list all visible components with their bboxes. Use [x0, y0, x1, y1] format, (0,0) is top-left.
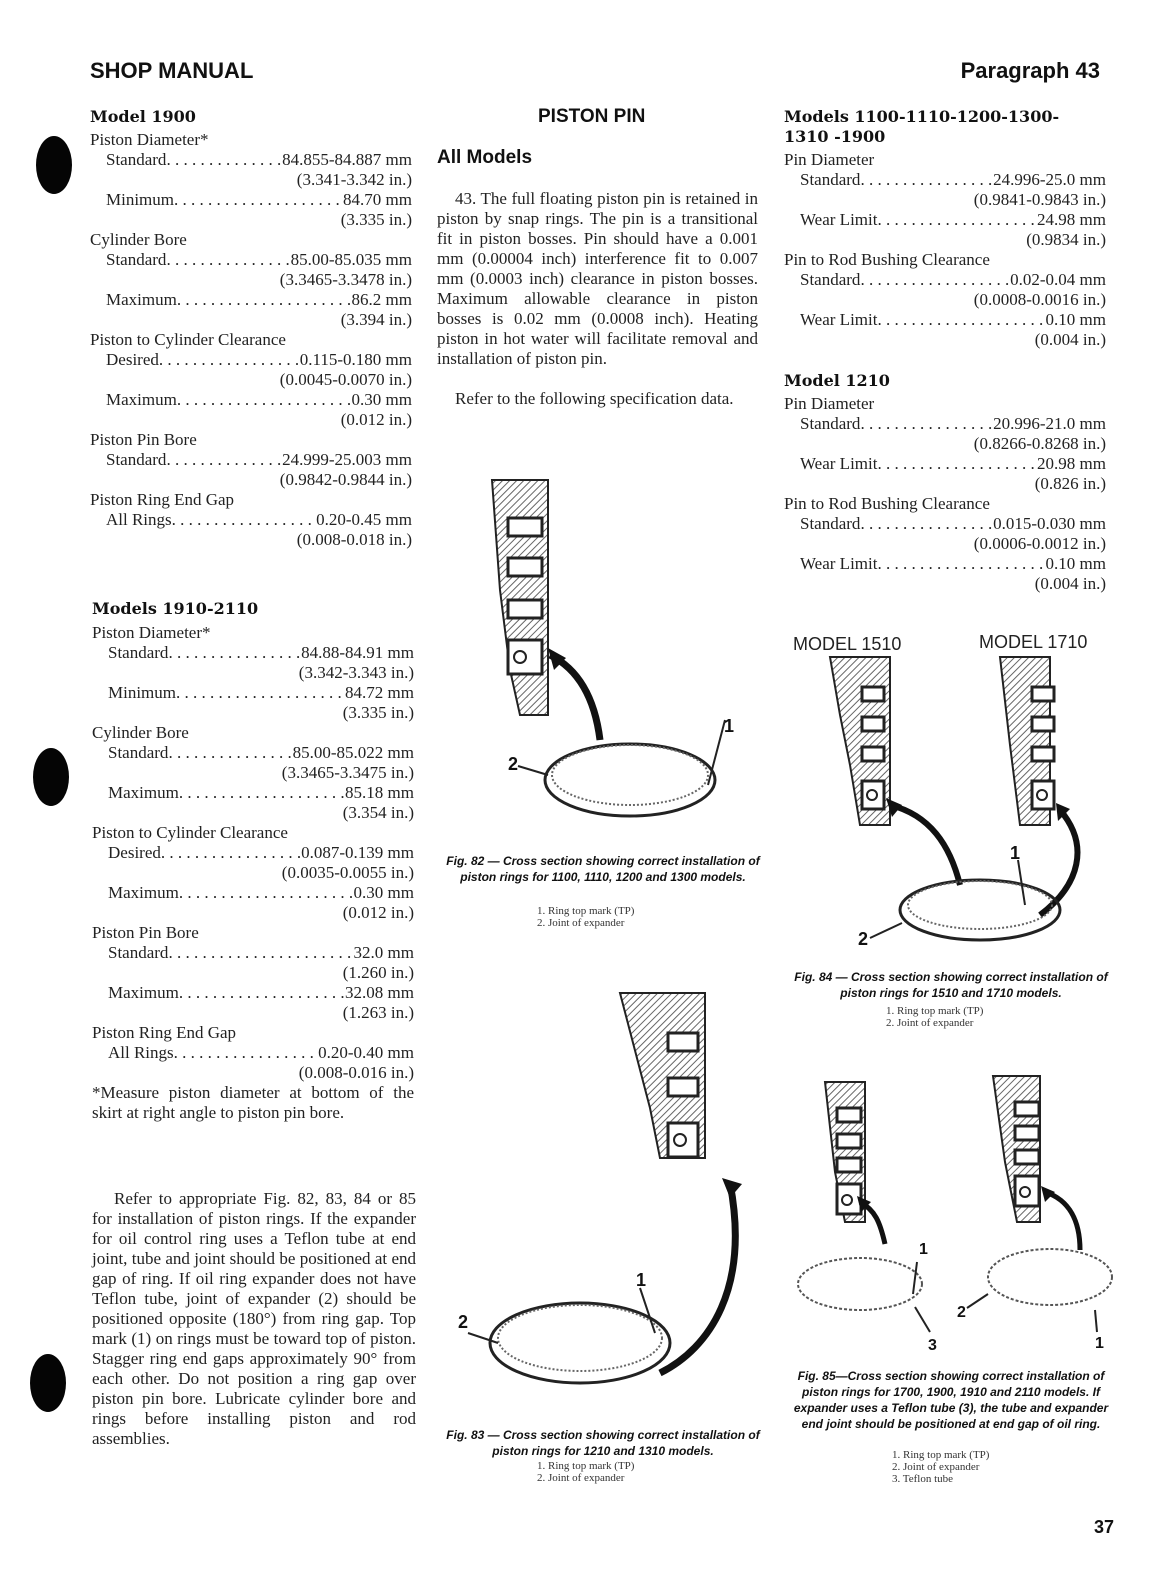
spec-name: Desired	[106, 350, 159, 369]
fig85-illustration	[795, 1072, 1115, 1362]
spec-value-in: (0.9834 in.)	[1026, 230, 1106, 249]
spec-value-in: (0.008-0.016 in.)	[298, 1063, 414, 1082]
paragraph-43: 43. The full floating piston pin is retained in piston by snap rings. The pin is a transitional fit in piston bosses. Pin should have a 0.001 mm (0.00004 inch) interference fit to 0.007 mm (0.0003 inch) clearance in piston bosses. Maximum allowable clearance in piston bosses is 0.02 mm (0.0008 inch). Heating piston in hot water will facilitate removal and installation of piston pin.	[437, 189, 758, 368]
fig83-illustration	[450, 988, 750, 1418]
spec-value: 84.70 mm	[343, 190, 412, 209]
spec-value-in: (0.008-0.018 in.)	[296, 530, 412, 549]
spec-value: 0.20-0.40 mm	[318, 1043, 414, 1062]
fig84-illustration	[790, 655, 1110, 955]
spec-value-in: (3.3465-3.3475 in.)	[281, 763, 414, 782]
callout-1: 1	[919, 1241, 928, 1258]
fig84-legend-2: 2. Joint of expander	[886, 1017, 974, 1029]
spec-name: Standard	[800, 270, 861, 289]
spec-label: Piston Ring End Gap	[90, 490, 235, 509]
spec-value-in: (0.0035-0.0055 in.)	[281, 863, 414, 882]
section-title: Model 1900	[90, 107, 196, 126]
refer-paragraph: Refer to appropriate Fig. 82, 83, 84 or 85 for installation of piston rings. If the expander for oil control ring uses a Teflon tube at end joint, tube and joint should be positioned at end gap of ring. If oil ring expander does not have Teflon tube, joint of expander (2) should be positioned opposite (180°) from ring gap. Top mark (1) on rings must be toward top of piston. Stagger ring end gaps approximately 90° from each other. Do not position a ring gap over piston pin bore. Lubricate cylinder bore and rings before installing piston and rod assemblies.	[92, 1189, 416, 1448]
spec-value-in: (0.9841-0.9843 in.)	[973, 190, 1106, 209]
spec-value: 0.02-0.04 mm	[1010, 270, 1106, 289]
paragraph-refer: Refer to the following specification data.	[455, 389, 734, 408]
spec-label: Pin Diameter	[784, 150, 875, 169]
spec-label: Pin Diameter	[784, 394, 875, 413]
spec-name: Standard	[106, 150, 167, 169]
binder-hole	[33, 748, 69, 806]
callout-2: 2	[508, 754, 519, 774]
fig82-legend-2: 2. Joint of expander	[537, 917, 625, 929]
fig82-illustration	[470, 470, 760, 850]
callout-2: 2	[957, 1304, 966, 1321]
fig84-caption: Fig. 84 — Cross section showing correct installation of piston rings for 1510 and 1710 models.	[794, 970, 1108, 1000]
callout-1: 1	[1095, 1335, 1104, 1352]
spec-block	[90, 130, 412, 550]
spec-label: Piston Diameter*	[92, 623, 211, 642]
spec-value: 84.88-84.91 mm	[301, 643, 414, 662]
spec-name: Maximum	[108, 783, 179, 802]
spec-value: 86.2 mm	[351, 290, 412, 309]
spec-name: Maximum	[108, 883, 179, 902]
spec-block	[92, 623, 414, 1123]
fig85-legend-2: 2. Joint of expander	[892, 1461, 980, 1473]
spec-name: Standard	[108, 943, 169, 962]
spec-value-in: (0.8266-0.8268 in.)	[973, 434, 1106, 453]
spec-value-in: (0.826 in.)	[1034, 474, 1106, 493]
spec-value: 24.999-25.003 mm	[282, 450, 412, 469]
spec-name: Minimum	[106, 190, 175, 209]
spec-label: Piston to Cylinder Clearance	[90, 330, 286, 349]
spec-value-in: (0.012 in.)	[342, 903, 414, 922]
model-1710-label: MODEL 1710	[979, 632, 1088, 652]
spec-label: Piston Ring End Gap	[92, 1023, 237, 1042]
spec-value: 85.18 mm	[345, 783, 414, 802]
spec-name: Wear Limit	[800, 210, 878, 229]
spec-value: 84.855-84.887 mm	[282, 150, 412, 169]
fig83-legend-1: 1. Ring top mark (TP)	[537, 1460, 635, 1472]
spec-value-in: (3.354 in.)	[342, 803, 414, 822]
fig85-legend-1: 1. Ring top mark (TP)	[892, 1449, 990, 1461]
spec-value-in: (3.341-3.342 in.)	[296, 170, 412, 189]
spec-label: Piston Pin Bore	[90, 430, 197, 449]
fig85-legend-3: 3. Teflon tube	[892, 1473, 954, 1485]
spec-name: Standard	[108, 743, 169, 762]
spec-value-in: (0.0045-0.0070 in.)	[279, 370, 412, 389]
spec-value: 24.98 mm	[1037, 210, 1106, 229]
model-1510-label: MODEL 1510	[793, 634, 902, 654]
section-title: Models 1910-2110	[92, 599, 259, 618]
spec-name: Minimum	[108, 683, 177, 702]
spec-name: Wear Limit	[800, 554, 878, 573]
fig83-caption: Fig. 83 — Cross section showing correct installation of piston rings for 1210 and 1310 models.	[446, 1428, 760, 1458]
spec-label: Piston Pin Bore	[92, 923, 199, 942]
spec-value: 84.72 mm	[345, 683, 414, 702]
callout-2: 2	[458, 1312, 469, 1332]
callout-1: 1	[724, 716, 735, 736]
fig84-legend-1: 1. Ring top mark (TP)	[886, 1005, 984, 1017]
spec-name: Maximum	[108, 983, 179, 1002]
subsection-title: All Models	[437, 147, 533, 168]
spec-value-in: (0.004 in.)	[1034, 330, 1106, 349]
header-paragraph: Paragraph 43	[960, 58, 1100, 83]
spec-name: Standard	[800, 170, 861, 189]
callout-1: 1	[1010, 843, 1021, 863]
spec-value: 32.0 mm	[353, 943, 414, 962]
spec-value-in: (1.260 in.)	[342, 963, 414, 982]
spec-name: Standard	[800, 514, 861, 533]
spec-value: 20.98 mm	[1037, 454, 1106, 473]
spec-value: 0.015-0.030 mm	[993, 514, 1106, 533]
spec-value: 0.20-0.45 mm	[316, 510, 412, 529]
spec-name: Standard	[108, 643, 169, 662]
spec-name: Maximum	[106, 390, 177, 409]
spec-value-in: (0.004 in.)	[1034, 574, 1106, 593]
callout-2: 2	[858, 929, 869, 949]
spec-name: Standard	[106, 450, 167, 469]
page-number: 37	[1093, 1517, 1114, 1537]
spec-value: 0.10 mm	[1045, 554, 1106, 573]
spec-value: 85.00-85.035 mm	[290, 250, 412, 269]
fig82-caption: Fig. 82 — Cross section showing correct installation of piston rings for 1100, 1110, 1200 and 1300 models.	[446, 854, 760, 884]
spec-name: All Rings	[106, 510, 172, 529]
spec-label: Cylinder Bore	[90, 230, 187, 249]
spec-value: 32.08 mm	[345, 983, 414, 1002]
fig83-legend-2: 2. Joint of expander	[537, 1472, 625, 1484]
spec-value: 0.30 mm	[351, 390, 412, 409]
spec-name: Standard	[800, 414, 861, 433]
spec-name: Standard	[106, 250, 167, 269]
section-title: Models 1100-1110-1200-1300-1310 -1900	[784, 107, 1060, 146]
spec-name: All Rings	[108, 1043, 174, 1062]
spec-value: 20.996-21.0 mm	[993, 414, 1106, 433]
spec-value-in: (0.9842-0.9844 in.)	[279, 470, 412, 489]
spec-value-in: (3.342-3.343 in.)	[298, 663, 414, 682]
spec-value: 85.00-85.022 mm	[292, 743, 414, 762]
spec-label: Cylinder Bore	[92, 723, 189, 742]
spec-value-in: (1.263 in.)	[342, 1003, 414, 1022]
spec-value-in: (0.0008-0.0016 in.)	[973, 290, 1106, 309]
spec-value-in: (3.335 in.)	[342, 703, 414, 722]
spec-name: Maximum	[106, 290, 177, 309]
fig85-caption: Fig. 85—Cross section showing correct installation of piston rings for 1700, 1900, 1910 and 2110 models. If expander uses a Teflon tube (3), the tube and expander end joint should be positioned at end gap of oil ring.	[793, 1369, 1109, 1431]
callout-1: 1	[636, 1270, 647, 1290]
section-title: PISTON PIN	[538, 106, 646, 127]
fig82-legend-1: 1. Ring top mark (TP)	[537, 905, 635, 917]
spec-name: Desired	[108, 843, 161, 862]
spec-value-in: (3.3465-3.3478 in.)	[279, 270, 412, 289]
spec-value: 0.10 mm	[1045, 310, 1106, 329]
spec-value-in: (0.012 in.)	[340, 410, 412, 429]
spec-label: Piston to Cylinder Clearance	[92, 823, 288, 842]
spec-value: 0.087-0.139 mm	[301, 843, 414, 862]
spec-name: Wear Limit	[800, 310, 878, 329]
spec-value-in: (3.394 in.)	[340, 310, 412, 329]
footnote: *Measure piston diameter at bottom of the skirt at right angle to piston pin bore.	[92, 1083, 414, 1122]
spec-label: Piston Diameter*	[90, 130, 209, 149]
spec-value: 0.30 mm	[353, 883, 414, 902]
spec-value-in: (3.335 in.)	[340, 210, 412, 229]
spec-value-in: (0.0006-0.0012 in.)	[973, 534, 1106, 553]
binder-hole	[36, 136, 72, 194]
spec-value: 0.115-0.180 mm	[299, 350, 412, 369]
spec-name: Wear Limit	[800, 454, 878, 473]
spec-block	[784, 150, 1106, 350]
header-title: SHOP MANUAL	[90, 58, 254, 83]
binder-hole	[30, 1354, 66, 1412]
spec-block	[784, 394, 1106, 594]
spec-value: 24.996-25.0 mm	[993, 170, 1106, 189]
section-title: Model 1210	[784, 371, 890, 390]
spec-label: Pin to Rod Bushing Clearance	[784, 250, 990, 269]
callout-3: 3	[928, 1337, 937, 1354]
spec-label: Pin to Rod Bushing Clearance	[784, 494, 990, 513]
